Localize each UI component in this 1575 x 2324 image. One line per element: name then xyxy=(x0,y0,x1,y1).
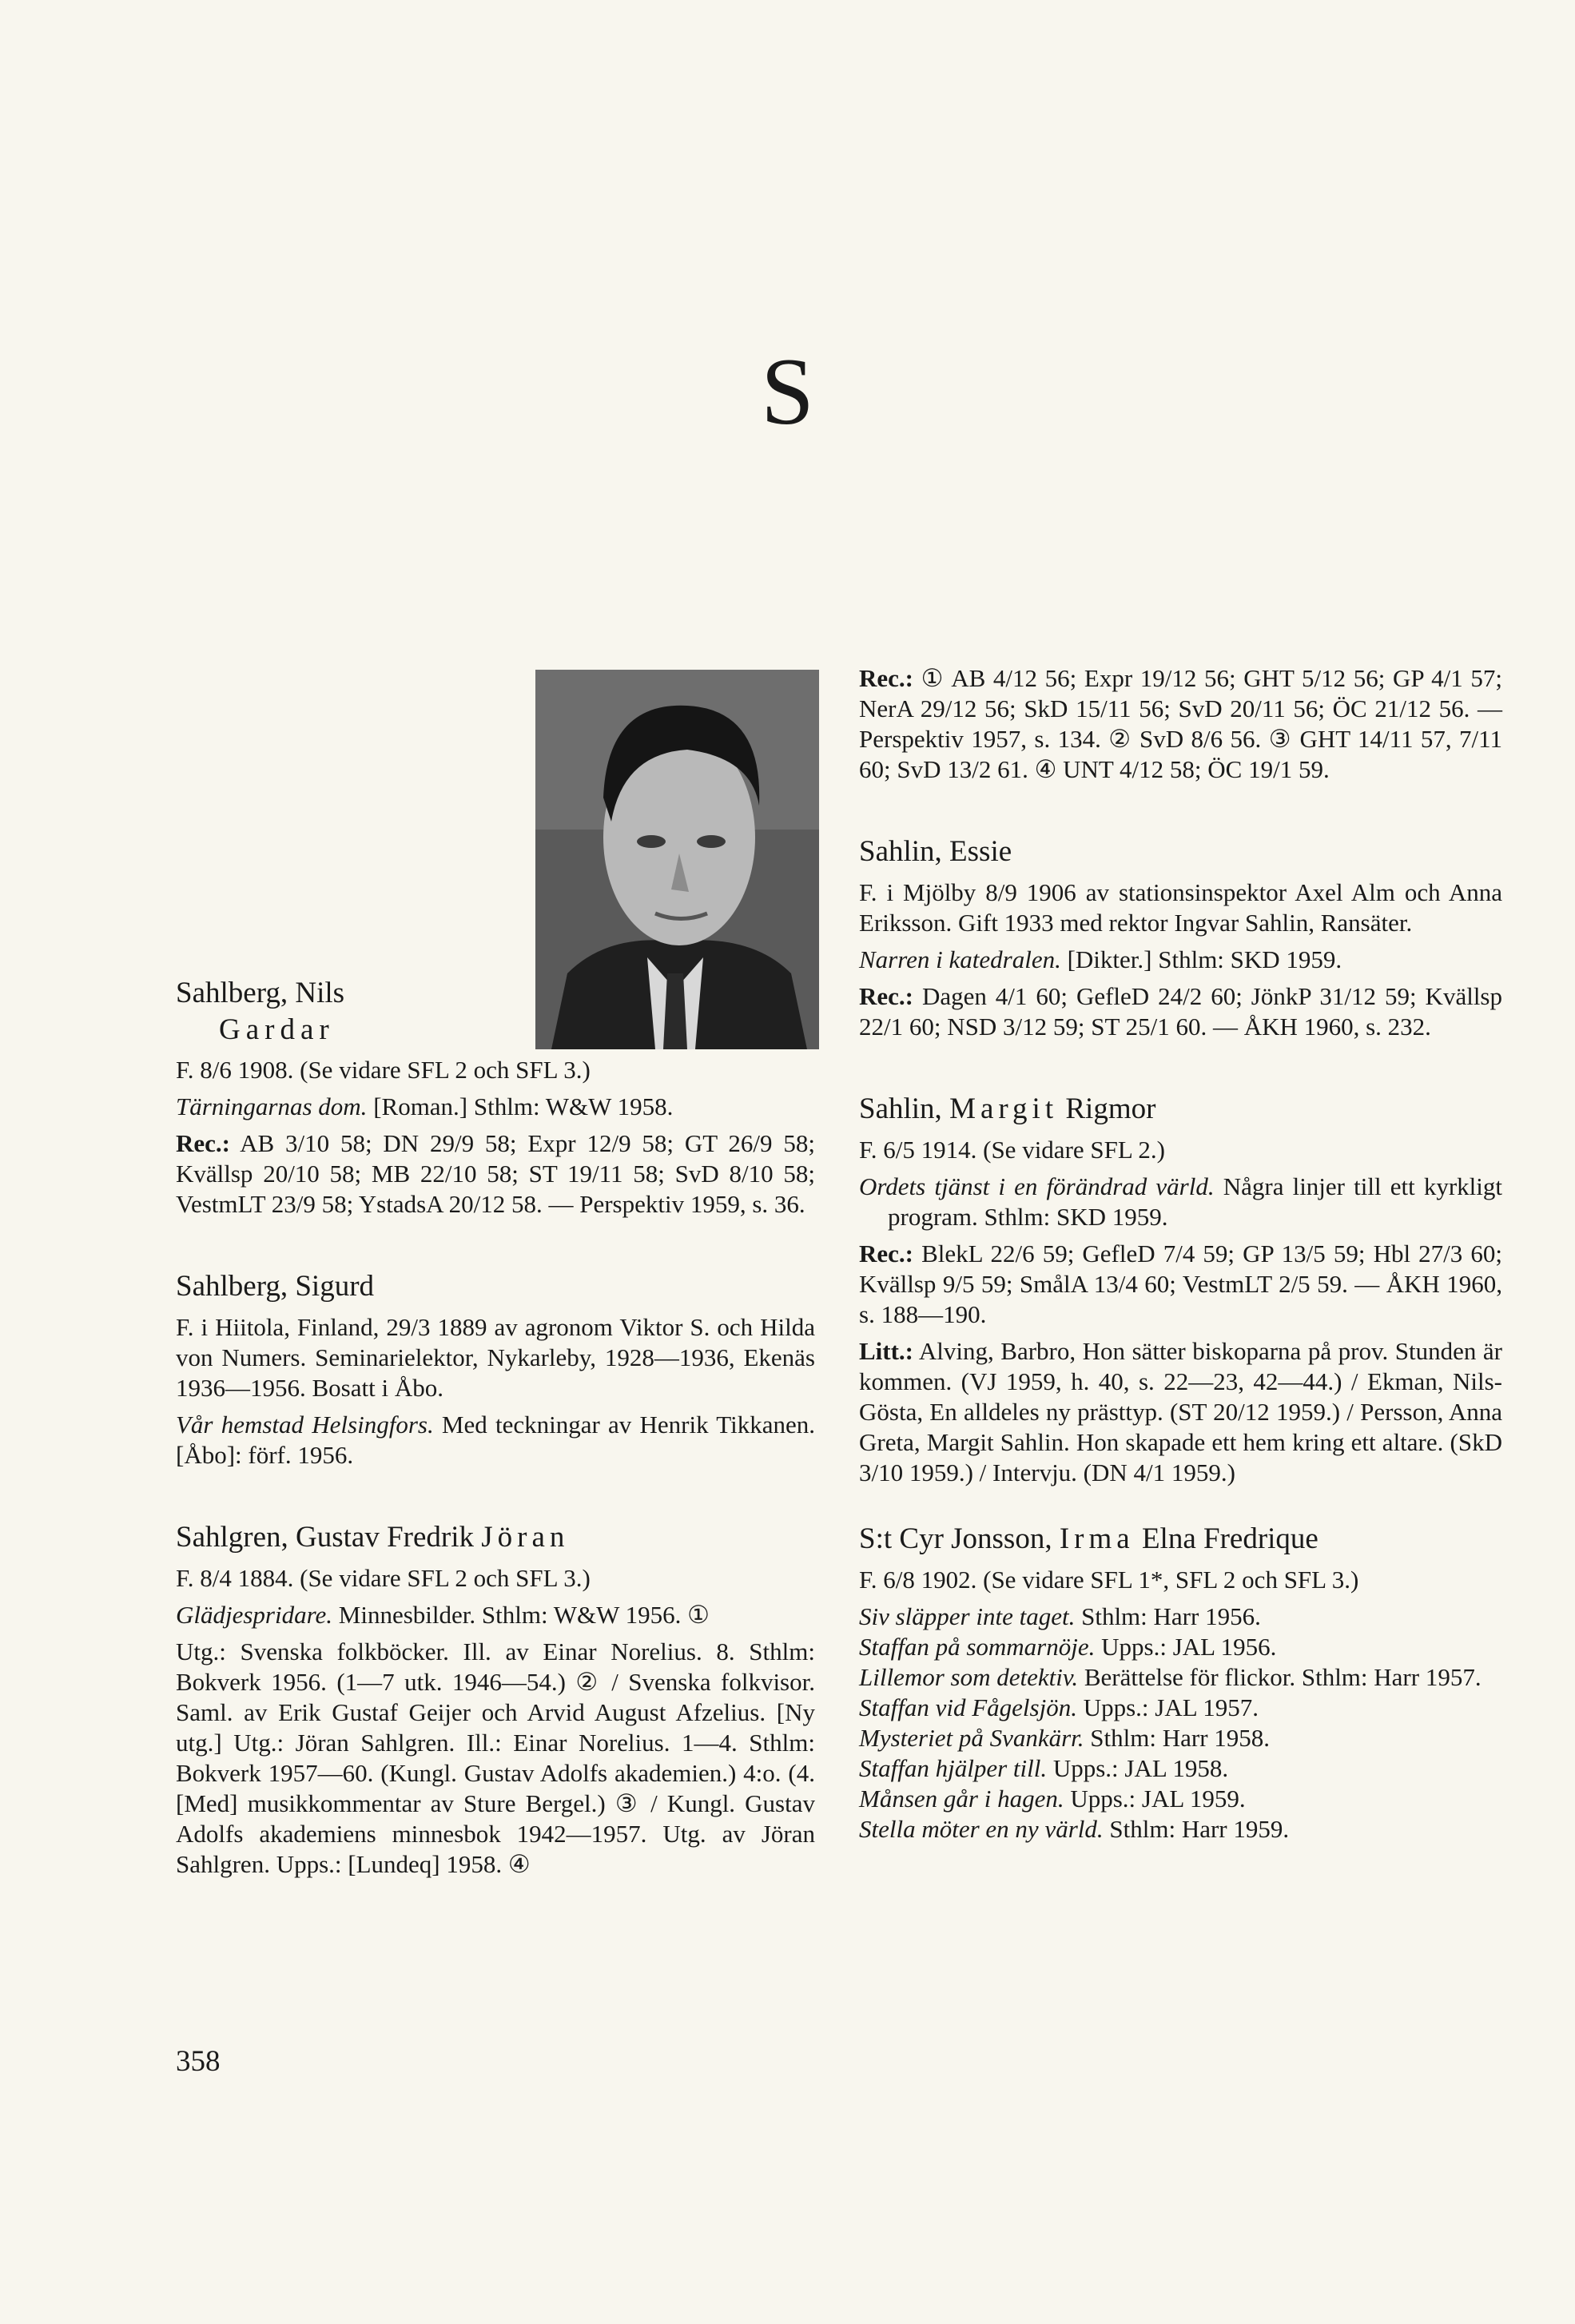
entry-work xyxy=(859,1172,1502,1232)
entry-name-spaced: Irma xyxy=(1059,1522,1135,1555)
entry-reviews xyxy=(859,663,1502,785)
entry-heading: Sahlberg, Sigurd xyxy=(176,1270,375,1303)
literature-text: Alving, Barbro, Hon sätter biskoparna på prov. Stunden är kommen. (VJ 1959, h. 40, s. 22—23, 42—44.) / Ekman, Nils-Gösta, En alldeles ny prästtyp. (ST 20/12 1959.) / Persson, Anna Greta, Margit Sahlin. Hon skapade ett hem kring ett altare. (SkD 3/10 1959.) / Intervju. (DN 4/1 1959.) xyxy=(859,1337,1502,1486)
right-column xyxy=(859,663,1502,1844)
entry-sahlin-essie xyxy=(859,834,1502,1042)
entry-name: S:t Cyr Jonsson, xyxy=(859,1522,1052,1555)
entry-reviews xyxy=(859,981,1502,1042)
entry-biography: F. 8/6 1908. (Se vidare SFL 2 och SFL 3.) xyxy=(176,1056,591,1084)
entry-name-rest: Rigmor xyxy=(1058,1092,1156,1125)
work-title: Vår hemstad Helsingfors. xyxy=(176,1411,434,1439)
list-item xyxy=(859,1693,1502,1723)
work-title: Mysteriet på Svankärr. xyxy=(859,1724,1084,1752)
portrait-drawing xyxy=(535,670,819,1049)
entry-reviews xyxy=(859,1239,1502,1330)
entry-heading: Sahlin, Essie xyxy=(859,835,1012,868)
work-details: Sthlm: Harr 1956. xyxy=(1075,1602,1261,1630)
work-title: Glädjespridare. xyxy=(176,1601,333,1629)
entry-work xyxy=(176,1410,815,1470)
entry-name-spaced: Jöran xyxy=(481,1521,570,1554)
reviews-text: ① AB 4/12 56; Expr 19/12 56; GHT 5/12 56; GP 4/1 57; NerA 29/12 56; SkD 15/11 56; SvD 20/11 56; ÖC 21/12 56. — Perspektiv 1957, s. 134. ② SvD 8/6 56. ③ GHT 14/11 57, 7/11 60; SvD 13/2 61. ④ UNT 4/12 58; ÖC 19/1 59. xyxy=(859,664,1502,783)
work-title: Stella möter en ny värld. xyxy=(859,1815,1104,1843)
reviews-text: BlekL 22/6 59; GefleD 7/4 59; GP 13/5 59; Hbl 27/3 60; Kvällsp 9/5 59; SmålA 13/4 60; VestmLT 2/5 59. — ÅKH 1960, s. 188—190. xyxy=(859,1240,1502,1328)
work-details: [Dikter.] Sthlm: SKD 1959. xyxy=(1060,945,1342,973)
work-title: Staffan på sommarnöje. xyxy=(859,1633,1096,1661)
section-letter: S xyxy=(761,338,814,444)
work-details: Upps.: JAL 1956. xyxy=(1095,1633,1277,1661)
work-details: Upps.: JAL 1957. xyxy=(1076,1693,1259,1721)
entry-sahlberg-nils xyxy=(176,1055,815,1220)
work-details: Med teckningar av Henrik Tikkanen. [Åbo]: förf. 1956. xyxy=(176,1411,815,1469)
list-item xyxy=(859,1753,1502,1784)
work-title: Månsen går i hagen. xyxy=(859,1785,1064,1813)
reviews-text: AB 3/10 58; DN 29/9 58; Expr 12/9 58; GT 26/9 58; Kvällsp 20/10 58; MB 22/10 58; ST 19/11 58; SvD 8/10 58; VestmLT 23/9 58; YstadsA 20/12 58. — Perspektiv 1959, s. 36. xyxy=(176,1129,815,1218)
entry-biography: F. i Hiitola, Finland, 29/3 1889 av agronom Viktor S. och Hilda von Numers. Seminarielektor, Nykarleby, 1928—1936, Ekenäs 1936—1956. Bosatt i Åbo. xyxy=(176,1313,815,1402)
list-item xyxy=(859,1662,1502,1693)
portrait-photo-icon xyxy=(535,670,819,1049)
entry-biography: F. 8/4 1884. (Se vidare SFL 2 och SFL 3.) xyxy=(176,1564,591,1592)
entry-work xyxy=(859,945,1502,975)
entry-biography: F. 6/8 1902. (Se vidare SFL 1*, SFL 2 och SFL 3.) xyxy=(859,1566,1359,1594)
reviews-label: Rec.: xyxy=(176,1129,230,1157)
page-number: 358 xyxy=(176,2045,221,2078)
entry-reviews xyxy=(176,1128,815,1220)
entry-work xyxy=(176,1600,815,1630)
work-title: Siv släpper inte taget. xyxy=(859,1602,1076,1630)
entry-st-cyr-jonsson xyxy=(859,1522,1502,1844)
list-item xyxy=(859,1723,1502,1753)
work-details: Sthlm: Harr 1959. xyxy=(1103,1815,1290,1843)
works-list xyxy=(859,1602,1502,1844)
entry-sahlin-margit xyxy=(859,1092,1502,1488)
work-title: Lillemor som detektiv. xyxy=(859,1663,1079,1691)
entry-heading xyxy=(859,1522,1502,1557)
reviews-label: Rec.: xyxy=(859,982,913,1010)
entry-sahlberg-sigurd xyxy=(176,1269,815,1470)
entry-heading xyxy=(859,1092,1502,1127)
entry-editions: Utg.: Svenska folkböcker. Ill. av Einar Norelius. 8. Sthlm: Bokverk 1956. (1—7 utk. 1946—54.) ② / Svenska folkvisor. Saml. av Erik Gustaf Geijer och Arvid August Afzelius. [Ny utg.] Utg.: Jöran Sahlgren. Ill.: Einar Norelius. 1—4. Sthlm: Bokverk 1957—60. (Kungl. Gustav Adolfs akademien.) 4:o. (4. [Med] musikkommentar av Sture Bergel.) ③ / Kungl. Gustav Adolfs akademiens minnesbok 1942—1957. Utg. av Jöran Sahlgren. Upps.: [Lundeq] 1958. ④ xyxy=(176,1638,815,1878)
list-item xyxy=(859,1602,1502,1632)
work-details: Upps.: JAL 1959. xyxy=(1064,1785,1246,1813)
entry-heading-sahlberg-nils xyxy=(176,975,344,1049)
work-details: Berättelse för flickor. Sthlm: Harr 1957. xyxy=(1078,1663,1482,1691)
list-item xyxy=(859,1784,1502,1814)
entry-biography: F. i Mjölby 8/9 1906 av stationsinspektor Axel Alm och Anna Eriksson. Gift 1933 med rektor Ingvar Sahlin, Ransäter. xyxy=(859,878,1502,937)
left-column xyxy=(176,1055,815,1886)
work-details: Några linjer till ett kyrkligt program. Sthlm: SKD 1959. xyxy=(888,1172,1502,1231)
list-item xyxy=(859,1814,1502,1844)
work-title: Tärningarnas dom. xyxy=(176,1092,368,1120)
entry-literature xyxy=(859,1336,1502,1488)
entry-name: Sahlin, xyxy=(859,1092,942,1125)
entry-name: Sahlberg, Nils xyxy=(176,977,345,1009)
entry-sahlgren xyxy=(176,1520,815,1880)
entry-name-spaced: Gardar xyxy=(219,1013,335,1046)
work-details: Sthlm: Harr 1958. xyxy=(1084,1724,1271,1752)
reviews-label: Rec.: xyxy=(859,1240,913,1267)
entry-name-rest: Elna Fredrique xyxy=(1134,1522,1318,1555)
work-title: Narren i katedralen. xyxy=(859,945,1061,973)
entry-name: Sahlgren, Gustav Fredrik xyxy=(176,1521,475,1554)
entry-work xyxy=(176,1092,815,1122)
list-item xyxy=(859,1632,1502,1662)
reviews-text: Dagen 4/1 60; GefleD 24/2 60; JönkP 31/12 59; Kvällsp 22/1 60; NSD 3/12 59; ST 25/1 60. — ÅKH 1960, s. 232. xyxy=(859,982,1502,1041)
literature-label: Litt.: xyxy=(859,1337,914,1365)
work-details: Upps.: JAL 1958. xyxy=(1047,1754,1229,1782)
work-title: Staffan hjälper till. xyxy=(859,1754,1048,1782)
entry-name-spaced: Margit xyxy=(949,1092,1059,1125)
work-details: [Roman.] Sthlm: W&W 1958. xyxy=(367,1092,674,1120)
work-title: Ordets tjänst i en förändrad värld. xyxy=(859,1172,1215,1200)
entry-heading xyxy=(176,1520,815,1555)
work-details: Minnesbilder. Sthlm: W&W 1956. ① xyxy=(332,1601,710,1629)
entry-biography: F. 6/5 1914. (Se vidare SFL 2.) xyxy=(859,1136,1165,1164)
work-title: Staffan vid Fågelsjön. xyxy=(859,1693,1077,1721)
reviews-label: Rec.: xyxy=(859,664,913,692)
